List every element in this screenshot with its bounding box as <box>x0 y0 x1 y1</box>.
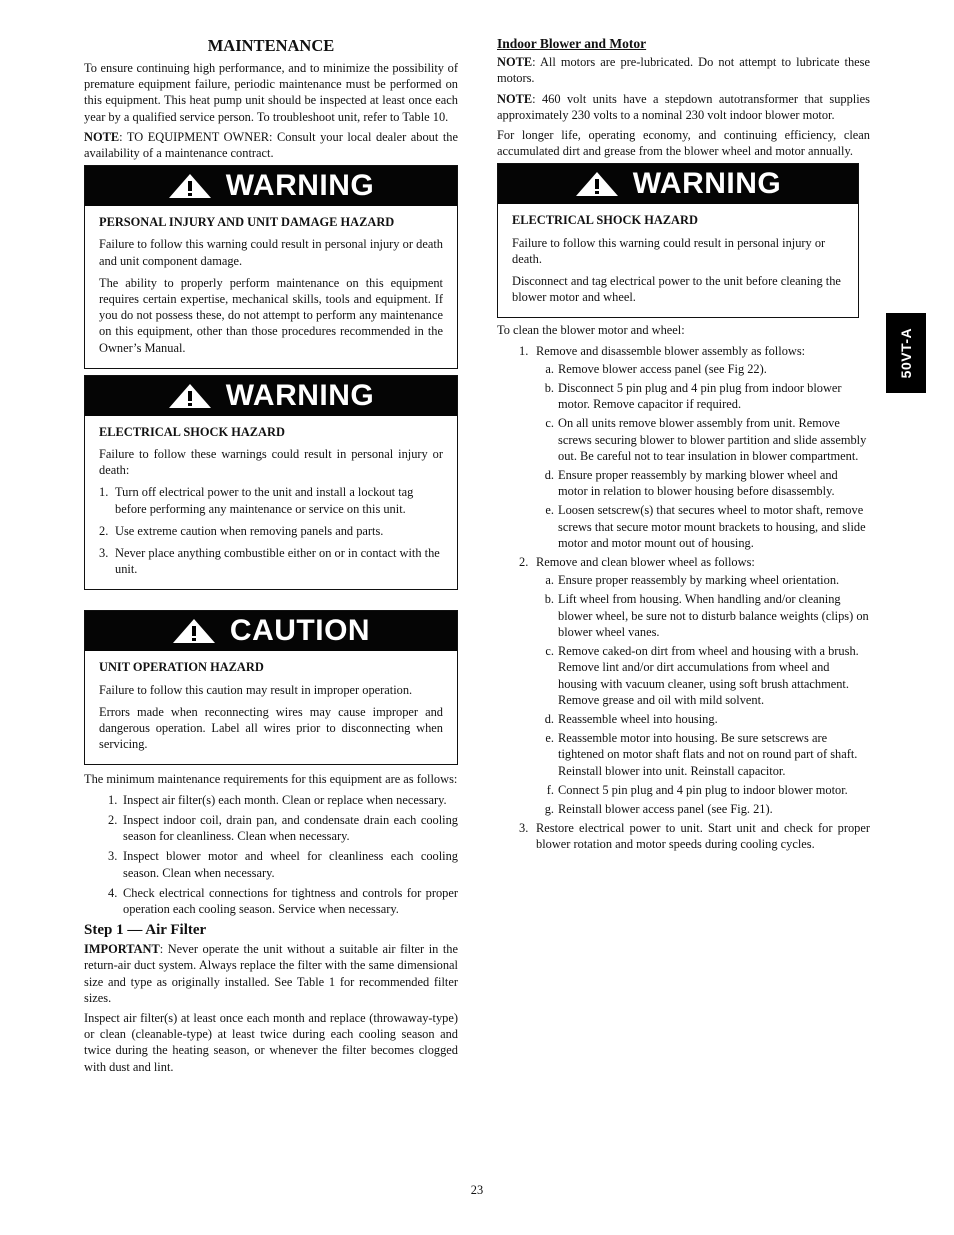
warning-paragraph: Failure to follow this warning could result in personal injury or death. <box>512 235 826 266</box>
step-1-heading: Step 1 — Air Filter <box>84 922 207 939</box>
min-requirements-intro: The minimum maintenance requirements for this equipment are as follows: <box>84 772 458 787</box>
sub-list-item: f. Connect 5 pin plug and 4 pin plug to indoor blower motor. <box>546 782 848 797</box>
hazard-title: PERSONAL INJURY AND UNIT DAMAGE HAZARD <box>99 215 395 230</box>
list-item: 3. Inspect blower motor and wheel for cleanliness each cooling season. Clean when necessary. <box>108 849 458 880</box>
warning-banner <box>498 164 858 204</box>
sub-list-item: b. Disconnect 5 pin plug and 4 pin plug from indoor blower motor. Remove capacitor if required. <box>544 381 842 412</box>
warning-list <box>99 484 443 577</box>
page-number: 23 <box>470 1183 484 1197</box>
sub-list-item: g. Reinstall blower access panel (see Fig. 21). <box>544 801 773 816</box>
right-column <box>497 36 870 856</box>
sub-list-item: c. Remove caked-on dirt from wheel and housing with a brush. Remove lint and/or dirt accumulations from wheel and housing with vacuum cleaner, using soft brush attachment. Remove grease and oil with mild solvent. <box>545 644 859 707</box>
warning-paragraph: The ability to properly perform maintenance on this equipment requires certain expertise, mechanical skills, tools and equipment. If you do not possess these, do not attempt to perform any maintenance on this equipment, other than those procedures recommended in the Owner’s Manual. <box>99 275 443 355</box>
caution-paragraph: Failure to follow this caution may result in improper operation. <box>99 682 413 697</box>
sub-list-item: e. Loosen setscrew(s) that secures wheel to motor shaft, remove screws that secure motor mount brackets to housing, and slide motor and motor mount out of housing. <box>545 503 866 550</box>
list-item: 3. Restore electrical power to unit. Start unit and check for proper blower rotation and motor speeds during cooling cycles. <box>519 821 870 852</box>
hazard-title: ELECTRICAL SHOCK HAZARD <box>99 424 285 439</box>
sub-list <box>536 361 870 551</box>
warning-body <box>85 416 457 590</box>
section-heading: MAINTENANCE <box>207 36 335 55</box>
left-column <box>84 36 458 1079</box>
warning-triangle-icon <box>575 171 619 197</box>
warning-banner-text: WARNING <box>632 167 782 201</box>
section-side-tab <box>886 313 926 393</box>
note-label: NOTE <box>497 55 533 70</box>
filter-paragraph: Inspect air filter(s) at least once each month and replace (throwaway-type) or clean (cleanable-type) at least twice during each cooling season and twice during the heating season, or whenever the filter becomes clogged with dust and lint. <box>84 1010 458 1074</box>
intro-paragraph: To ensure continuing high performance, and to minimize the possibility of premature equipment failure, periodic maintenance must be performed on this equipment. This heat pump unit should be inspected at least once each year by a qualified service person. To troubleshoot unit, refer to Table 10. <box>84 61 458 124</box>
warning-body <box>85 206 457 368</box>
important-paragraph <box>84 941 458 1006</box>
sub-list-item: c. On all units remove blower assembly from unit. Remove screws securing blower to blower partition and slide assembly out. Be careful not to tear insulation in blower compartment. <box>545 416 867 463</box>
longer-life-paragraph: For longer life, operating economy, and continuing efficiency, clean accumulated dirt and grease from the blower wheel and motor annually. <box>497 128 870 159</box>
list-item: 1. Inspect air filter(s) each month. Clean or replace when necessary. <box>108 792 447 807</box>
clean-intro: To clean the blower motor and wheel: <box>497 323 685 338</box>
sub-list <box>536 572 870 817</box>
list-item: 3. Never place anything combustible either on or in contact with the unit. <box>99 546 440 577</box>
list-item: 2. Remove and clean blower wheel as follows: a. Ensure proper reassembly by marking wheel orientation. b. Lift wheel from housing. When handling and/or cleaning blower wheel, be sure not to disturb balance weights (clips) on blower wheel vanes. c. Remove caked-on dirt from wheel and housing with a brush. Remove lint and/or dirt accumulations from wheel and housing with vacuum cleaner, using soft brush attachment. Remove grease and oil with mild solvent. d. Reassemble wheel into housing. e. Reassemble motor into housing. Be sure setscrews are tightened on motor shaft flats and not on round part of shaft. Reinstall blower into unit. Reinstall capacitor. f. Connect 5 pin plug and 4 pin plug to indoor blower motor. g. Reinstall blower access panel (see Fig. 21). <box>519 555 869 816</box>
caution-body <box>85 651 457 764</box>
sub-list-item: d. Ensure proper reassembly by marking blower wheel and motor in relation to blower housing before disassembly. <box>544 468 838 499</box>
warning-box-personal-injury <box>84 165 458 369</box>
sub-list-item: a. Ensure proper reassembly by marking wheel orientation. <box>545 573 840 588</box>
warning-triangle-icon <box>168 383 212 409</box>
list-item: 2. Use extreme caution when removing panels and parts. <box>99 523 384 538</box>
caution-banner <box>85 611 457 651</box>
warning-box-electrical-shock-blower <box>497 163 859 318</box>
note-label: NOTE <box>497 91 533 106</box>
caution-box <box>84 610 458 765</box>
list-item: 2. Inspect indoor coil, drain pan, and condensate drain each cooling season for cleanliness. Clean when necessary. <box>108 812 458 844</box>
sub-list-item: b. Lift wheel from housing. When handling and/or cleaning blower wheel, be sure not to disturb balance weights (clips) on blower wheel vanes. <box>544 592 869 639</box>
important-text: : Never operate the unit without a suitable air filter in the return-air duct system. Always replace the filter with the same dimensional size and type as originally installed. See Table 1 for recommended filter sizes. <box>84 942 458 1005</box>
warning-paragraph: Disconnect and tag electrical power to the unit before cleaning the blower motor and wheel. <box>512 274 841 305</box>
warning-banner-text: WARNING <box>225 169 375 203</box>
caution-paragraph: Errors made when reconnecting wires may cause improper and dangerous operation. Label all wires prior to disconnecting when servicing. <box>99 704 443 752</box>
warning-paragraph: Failure to follow this warning could result in personal injury or death and unit component damage. <box>99 237 443 268</box>
warning-banner-text: WARNING <box>225 378 375 412</box>
warning-box-electrical-shock <box>84 375 458 591</box>
note-lubrication: NOTE: All motors are pre-lubricated. Do not attempt to lubricate these motors. <box>497 55 870 86</box>
hazard-title: ELECTRICAL SHOCK HAZARD <box>512 213 698 228</box>
caution-banner-text: CAUTION <box>229 614 371 648</box>
side-tab-label: 50VT-A <box>897 327 914 379</box>
sub-list-item: a. Remove blower access panel (see Fig 22). <box>545 361 767 376</box>
note-label: NOTE <box>84 129 120 144</box>
list-item: 1. Remove and disassemble blower assembly as follows: a. Remove blower access panel (see Fig 22). b. Disconnect 5 pin plug and 4 pin plug from indoor blower motor. Remove capacitor if required. c. On all units remove blower assembly from unit. Remove screws securing blower to blower partition and slide assembly out. Be careful not to tear insulation in blower compartment. d. Ensure proper reassembly by marking blower wheel and motor in relation to blower housing before disassembly. e. Loosen setscrew(s) that secures wheel to motor shaft, remove screws that secure motor mount brackets to housing, and slide motor and motor mount out of housing. <box>519 343 870 551</box>
list-item: 1. Turn off electrical power to the unit and install a lockout tag before performing any maintenance or service on this unit. <box>99 485 414 516</box>
warning-banner <box>85 376 457 416</box>
warning-triangle-icon <box>172 618 216 644</box>
sub-list-item: d. Reassemble wheel into housing. <box>544 711 718 726</box>
requirements-list <box>84 792 458 917</box>
note-voltage: NOTE: 460 volt units have a stepdown autotransformer that supplies approximately 230 volts to a nominal 230 volt indoor blower motor. <box>497 91 870 122</box>
note-text: : TO EQUIPMENT OWNER: Consult your local dealer about the availability of a maintenance contract. <box>84 129 458 161</box>
subsection-heading: Indoor Blower and Motor <box>497 36 647 51</box>
hazard-title: UNIT OPERATION HAZARD <box>99 660 264 675</box>
warning-triangle-icon <box>168 173 212 199</box>
list-item: 4. Check electrical connections for tightness and controls for proper operation each cooling season. Service when necessary. <box>108 885 458 916</box>
warning-banner <box>85 166 457 206</box>
owner-note <box>84 129 458 161</box>
cleaning-steps-list <box>497 343 870 853</box>
sub-list-item: e. Reassemble motor into housing. Be sure setscrews are tightened on motor shaft flats and not on round part of shaft. Reinstall blower into unit. Reinstall capacitor. <box>545 731 858 778</box>
important-label: IMPORTANT <box>84 942 160 957</box>
warning-body <box>498 204 858 317</box>
warning-paragraph: Failure to follow these warnings could result in personal injury or death: <box>99 447 443 478</box>
